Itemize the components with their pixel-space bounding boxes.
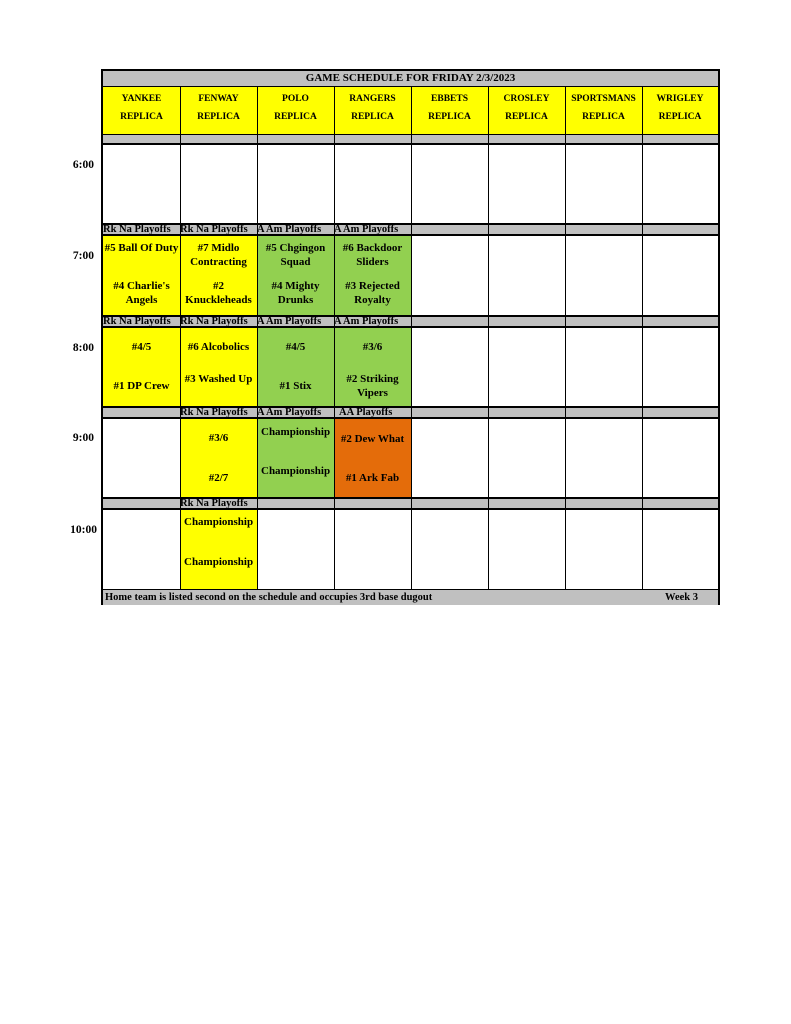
division-label: A Am Playoffs bbox=[257, 407, 322, 418]
division-label: Rk Na Playoffs bbox=[103, 316, 171, 327]
game-cell: #3/6 #2 Striking Vipers bbox=[334, 327, 411, 407]
game-cell: #3/6 #2/7 bbox=[180, 418, 257, 498]
game-cell: #7 Midlo Contracting #2 Knuckleheads bbox=[180, 235, 257, 315]
field-header-rangers: RANGERS REPLICA bbox=[334, 87, 411, 134]
game-cell: #5 Chgingon Squad #4 Mighty Drunks bbox=[257, 235, 334, 315]
time-label-800: 8:00 bbox=[72, 342, 94, 354]
game-cell: Championship Championship bbox=[180, 509, 257, 590]
schedule-table bbox=[101, 69, 720, 605]
game-cell: #4/5 #1 DP Crew bbox=[103, 327, 180, 407]
division-label: A Am Playoffs bbox=[334, 224, 399, 235]
grid-line bbox=[642, 87, 643, 590]
field-header-fenway: FENWAY REPLICA bbox=[180, 87, 257, 134]
division-label: A Am Playoffs bbox=[334, 316, 399, 327]
game-cell: Championship Championship bbox=[257, 418, 334, 498]
grid-line bbox=[180, 87, 181, 590]
grid-line bbox=[257, 87, 258, 590]
field-header-sportsmans: SPORTSMANS REPLICA bbox=[565, 87, 642, 134]
division-label: Rk Na Playoffs bbox=[180, 498, 248, 509]
game-cell: #4/5 #1 Stix bbox=[257, 327, 334, 407]
division-label: A Am Playoffs bbox=[257, 224, 322, 235]
game-cell: #2 Dew What #1 Ark Fab bbox=[334, 418, 411, 498]
time-label-700: 7:00 bbox=[72, 250, 94, 262]
division-label: Rk Na Playoffs bbox=[180, 224, 248, 235]
time-label-900: 9:00 bbox=[72, 432, 94, 444]
footer-note: Home team is listed second on the schedule and occupies 3rd base dugout bbox=[105, 592, 433, 603]
division-label: AA Playoffs bbox=[339, 407, 393, 418]
grid-line bbox=[565, 87, 566, 590]
game-cell: #6 Alcobolics #3 Washed Up bbox=[180, 327, 257, 407]
grid-line bbox=[411, 87, 412, 590]
field-header-crosley: CROSLEY REPLICA bbox=[488, 87, 565, 134]
time-label-600: 6:00 bbox=[72, 159, 94, 171]
division-label: A Am Playoffs bbox=[257, 316, 322, 327]
game-cell: #6 Backdoor Sliders #3 Rejected Royalty bbox=[334, 235, 411, 315]
schedule-title: GAME SCHEDULE FOR FRIDAY 2/3/2023 bbox=[103, 71, 718, 87]
division-label: Rk Na Playoffs bbox=[103, 224, 171, 235]
schedule-footer bbox=[103, 590, 718, 605]
division-label: Rk Na Playoffs bbox=[180, 316, 248, 327]
field-header-yankee: YANKEE REPLICA bbox=[103, 87, 180, 134]
division-label: Rk Na Playoffs bbox=[180, 407, 248, 418]
game-cell: #5 Ball Of Duty #4 Charlie's Angels bbox=[103, 235, 180, 315]
field-header-wrigley: WRIGLEY REPLICA bbox=[642, 87, 718, 134]
grid-line bbox=[334, 87, 335, 590]
week-label: Week 3 bbox=[665, 592, 698, 603]
grid-line bbox=[488, 87, 489, 590]
time-label-1000: 10:00 bbox=[70, 524, 97, 536]
field-header-ebbets: EBBETS REPLICA bbox=[411, 87, 488, 134]
field-header-polo: POLO REPLICA bbox=[257, 87, 334, 134]
